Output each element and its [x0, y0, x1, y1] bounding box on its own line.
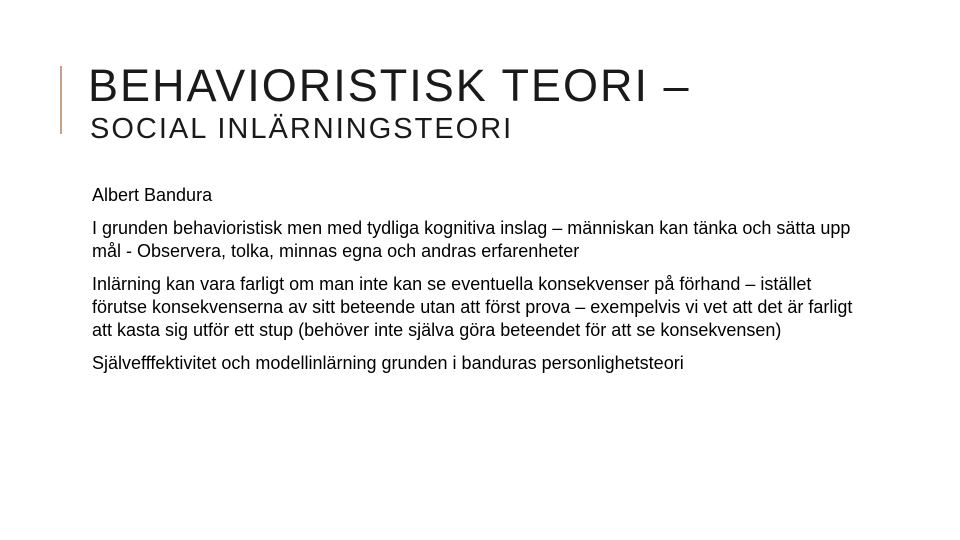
title-accent-bar — [60, 66, 62, 134]
slide-body — [92, 184, 862, 385]
body-paragraph-self-efficacy: Självefffektivitet och modellinlärning grunden i banduras personlighetsteori — [92, 353, 684, 373]
body-paragraph-author: Albert Bandura — [92, 185, 213, 205]
slide-title: BEHAVIORISTISK TEORI – — [88, 60, 691, 111]
body-paragraph-basis: I grunden behavioristisk men med tydliga kognitiva inslag – människan kan tänka och sätta upp mål - Observera, tolka, minnas egna och andras erfarenheter — [92, 218, 851, 261]
body-paragraph-learning: Inlärning kan vara farligt om man inte kan se eventuella konsekvenser på förhand – istället förutse konsekvenserna av sitt beteende utan att först prova – exempelvis vi vet att det är farligt att kasta sig utför ett stup (behöver inte själva göra beteendet för att se konsekvensen) — [92, 274, 853, 340]
slide-subtitle: SOCIAL INLÄRNINGSTEORI — [90, 113, 514, 145]
